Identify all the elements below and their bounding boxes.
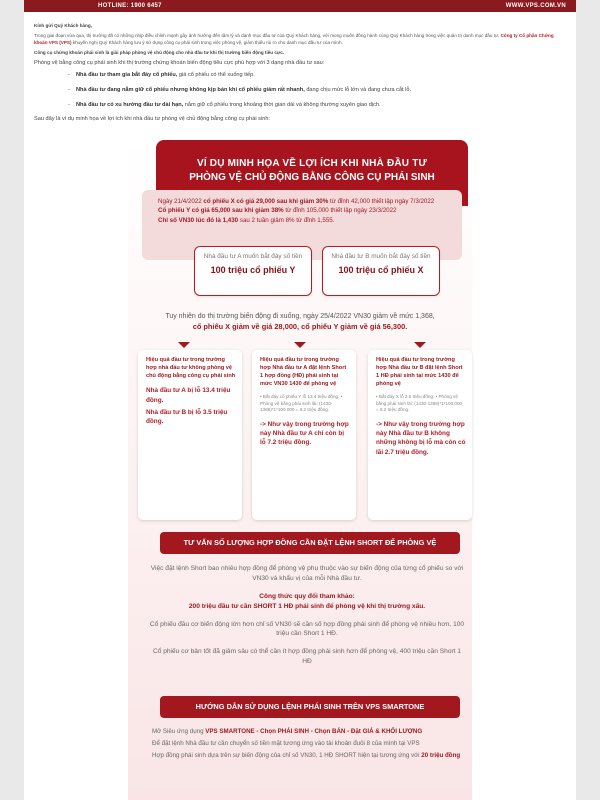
guide-line: Mở Siêu ứng dụng VPS SMARTONE - Chọn PHÁI SINH - Chọn BÁN - Đặt GIÁ & KHỐI LƯỢNG [152, 728, 423, 735]
company-link[interactable]: Công ty Cổ phần Chứng khoán VPS (VPS) [34, 33, 554, 46]
card-result: Nhà đầu tư B bị lỗ 3.5 triệu đồng. [146, 408, 228, 426]
guide-line: Để đặt lệnh Nhà đầu tư cần chuyển số tiền mặt tương ứng vào tài khoản đuôi 8 của mình tại VPS [152, 739, 420, 747]
intro-bold-line: Công cụ chứng khoán phái sinh là giải pháp phòng vệ chủ động cho nhà đầu tư khi thị trường biến động tiêu cực. [34, 50, 285, 56]
list-item: - Nhà đầu tư tham gia bắt đáy cổ phiếu, giá cổ phiếu có thể xuống tiếp. [76, 71, 568, 80]
card-result: Nhà đầu tư A bị lỗ 13.4 triệu đồng. [146, 387, 231, 404]
scenario-card-investor-b [368, 350, 472, 520]
intro-paragraph [34, 32, 568, 46]
infographic-poster [128, 140, 472, 800]
down-arrow-icon [294, 342, 306, 348]
trend-line-1: Tuy nhiên do thị trường biến động đi xuống, ngày 25/4/2022 VN30 giảm về mức 1,368, [165, 313, 435, 320]
investor-type-list [34, 71, 568, 109]
card-heading: Hiệu quả đầu tư trong trường hợp Nhà đầu tư B đặt lệnh Short 1 HĐ phái sinh tại mức 1430 để phòng vệ [376, 357, 463, 388]
intro-section [24, 12, 576, 124]
hotline-text[interactable]: HOTLINE: 1900 6457 [98, 3, 162, 9]
investor-a-card [194, 246, 312, 296]
investor-b-card [322, 246, 440, 296]
list-item: - Nhà đầu tư đang nắm giữ cổ phiếu nhưng không kịp bán khi cổ phiếu giảm rất nhanh, đang chịu mức lỗ lớn và đang chưa cắt lỗ. [76, 86, 568, 95]
card-conclusion: -> Như vậy trong trường hợp này Nhà đầu tư B không những không bị lỗ mà còn có lãi 2.7 triệu đồng. [376, 420, 466, 456]
intro-text-1: Trong giai đoạn vừa qua, thị trường đã có những nhịp điều chỉnh mạnh gây ảnh hưởng đến tâm lý và danh mục đầu tư của Quý Khách hàng, với mong muốn đồng hành cùng Quý Khách hàng trong việc quản trị danh mục đầu tư, [34, 33, 500, 39]
formula-title: Công thức quy đổi tham khảo: [259, 592, 355, 600]
investor-a-value: 100 triệu cổ phiếu Y [210, 264, 296, 275]
poster-title-line2: PHÒNG VỆ CHỦ ĐỘNG BẰNG CÔNG CỤ PHÁI SINH [189, 172, 435, 183]
guide-line: Hợp đồng phái sinh dựa trên sự biến động của chỉ số VN30, 1 HĐ SHORT hiện tại tương ứng với 20 triệu đồng [152, 751, 461, 759]
header-bar [24, 0, 576, 12]
website-link[interactable]: WWW.VPS.COM.VN [505, 3, 566, 9]
trend-line-2: cổ phiếu X giảm về giá 28,000, cổ phiếu Y giảm về giá 56,300. [192, 322, 408, 332]
scenario-card-no-hedge [138, 350, 242, 520]
info-line-3: Chỉ số VN30 lúc đó là 1,430 sau 2 tuần giảm 8% từ đỉnh 1,555. [158, 216, 335, 224]
intro-paragraph-3: Sau đây là ví dụ minh họa về lợi ích khi nhà đầu tư phòng vệ chủ động bằng công cụ phái sinh: [34, 116, 270, 123]
card-heading: Hiệu quả đầu tư trong trường hợp nhà đầu tư không phòng vệ chủ động bằng công cụ phái sinh [146, 357, 236, 380]
scenario-card-investor-a [252, 350, 356, 520]
intro-text-2: khuyến nghị Quý Khách hàng lưu ý sử dụng công cụ phái sinh trong việc phòng vệ, giảm thiểu rủi ro cho danh mục đầu tư của mình. [72, 40, 343, 46]
down-arrow-icon [414, 342, 426, 348]
smartone-guide-section [152, 728, 468, 764]
info-line-2: Cổ phiếu Y có giá 65,000 sau khi giảm 38% từ đỉnh 105,000 thiết lập ngày 23/3/2022 [158, 207, 397, 215]
hedge-advice-banner: TƯ VẤN SỐ LƯỢNG HỢP ĐỒNG CẦN ĐẶT LỆNH SHORT ĐỂ PHÒNG VỆ [160, 532, 460, 554]
investor-b-value: 100 triệu cổ phiếu X [338, 264, 424, 275]
advice-paragraph: Cổ phiếu đầu cơ biến động lớn hơn chỉ số VN30 sẽ cần số hợp đồng phái sinh để phòng vệ nhiều hơn, 100 triệu cần Short 1 HĐ. [149, 620, 465, 638]
poster-title-line1: VÍ DỤ MINH HỌA VỀ LỢI ÍCH KHI NHÀ ĐẦU TƯ [196, 158, 427, 169]
greeting: Kính gửi Quý Khách hàng, [34, 23, 92, 28]
advice-paragraph: Cổ phiếu cơ bản tốt đã giảm sâu có thể cần ít hợp đồng phái sinh hơn để phòng vệ, 400 triệu cần Short 1 HĐ [152, 648, 462, 666]
list-item: - Nhà đầu tư có xu hướng đầu tư dài hạn, nắm giữ cổ phiếu trong khoảng thời gian dài và không thường xuyên giao dịch. [76, 101, 568, 110]
investor-b-text: Nhà đầu tư B muốn bắt đáy số tiền [331, 253, 431, 260]
market-trend-text [128, 312, 472, 333]
advice-paragraph: Việc đặt lệnh Short bao nhiêu hợp đồng để phòng vệ phụ thuộc vào sự biến động của từng cổ phiếu so với VN30 và khẩu vị của mỗi Nhà đầu tư. [150, 565, 464, 582]
down-arrow-icon [178, 342, 190, 348]
intro-paragraph-2: Phòng vệ bằng công cụ phái sinh khi thị trường chứng khoán biến động tiêu cực phù hợp với 3 dạng nhà đầu tư sau: [34, 60, 325, 67]
formula-text: 200 triệu đầu tư cần SHORT 1 HĐ phái sinh để phòng vệ khi thị trường xấu. [188, 602, 426, 610]
email-page [24, 0, 576, 800]
card-heading: Hiệu quả đầu tư trong trường hợp Nhà đầu tư A đặt lệnh Short 1 hợp đồng (HĐ) phái sinh tại mức VN30 1430 để phòng vệ [260, 357, 347, 388]
card-calculation: • Bắt đáy cổ phiếu Y lỗ 13.4 triệu đồng. • Phòng vệ bằng phái sinh lãi: (1430-1368)*1*100.000 = 6.2 triệu đồng. [260, 394, 343, 413]
card-conclusion: -> Như vậy trong trường hợp này Nhà đầu tư A chỉ còn bị lỗ 7.2 triệu đồng. [260, 420, 349, 447]
investor-a-text: Nhà đầu tư A muốn bắt đáy số tiền [203, 253, 303, 260]
card-calculation: • Bắt đáy X lỗ 3.5 triệu đồng. • Phòng vệ bằng phái sinh lãi: (1430-1368)*1*100.000 = 6.2 triệu đồng. [376, 394, 463, 413]
info-line-1: Ngày 21/4/2022 cổ phiếu X có giá 29,000 sau khi giảm 30% từ đỉnh 42,000 thiết lập ngày 7/3/2022 [158, 198, 435, 205]
smartone-guide-banner: HƯỚNG DẪN SỬ DỤNG LỆNH PHÁI SINH TRÊN VPS SMARTONE [160, 696, 460, 718]
hedge-advice-section [148, 564, 466, 675]
